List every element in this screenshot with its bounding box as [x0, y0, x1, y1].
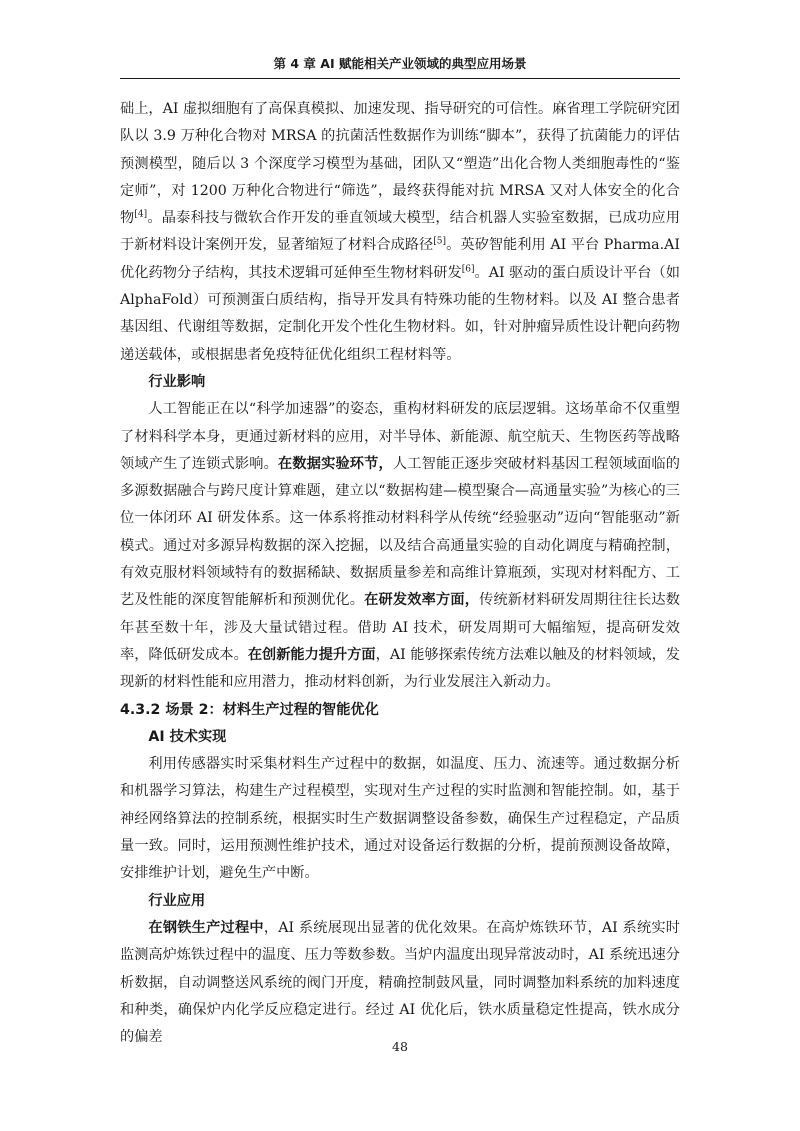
bold-data-experiment: 在数据实验环节， [278, 455, 393, 472]
citation-4: [4] [134, 209, 148, 220]
running-header: 第 4 章 AI 赋能相关产业领域的典型应用场景 [120, 54, 680, 79]
paragraph-ai-virtual-cell: 础上，AI 虚拟细胞有了高保真模拟、加速发现、指导研究的可信性。麻省理工学院研究团队以 3.9 万种化合物对 MRSA 的抗菌活性数据作为训练“脚本”，获得了抗菌能力的评估预测模型，随后以 3 个深度学习模型为基础，团队又“塑造”出化合物人类细胞毒性的“鉴定师”，对 1200 万种化合物进行“筛选”，最终获得能对抗 MRSA 又对人体安全的化合物[4]。晶泰科技与微软合作开发的垂直领域大模型，结合机器人实验室数据，已成功应用于新材料设计案例开发，显著缩短了材料合成路径[5]。英矽智能利用 AI 平台 Pharma.AI 优化药物分子结构，其技术逻辑可延伸至生物材料研发[6]。AI 驱动的蛋白质设计平台（如 AlphaFold）可预测蛋白质结构，指导开发具有特殊功能的生物材料。以及 AI 整合患者基因组、代谢组等数据，定制化开发个性化生物材料。如，针对肿瘤异质性设计靶向药物递送载体，或根据患者免疫特征优化组织工程材料等。 [120, 101, 680, 363]
heading-ai-tech: AI 技术实现 [148, 728, 227, 745]
bold-rd-efficiency: 在研发效率方面， [364, 592, 480, 609]
paragraph-steel-production: 在钢铁生产过程中，AI 系统展现出显著的优化效果。在高炉炼铁环节，AI 系统实时监测高炉炼铁过程中的温度、压力等数参数。当炉内温度出现异常波动时，AI 系统迅速分析数据，自动调整送风系统的阀门开度，精确控制鼓风量，同时调整加料系统的加料速度和种类，确保炉内化学反应稳定进行。经过 AI 优化后，铁水质量稳定性提高，铁水成分的偏差 [120, 919, 680, 1046]
heading-industry-application: 行业应用 [148, 892, 206, 909]
page-body [120, 96, 680, 1051]
citation-6: [6] [461, 264, 475, 275]
heading-industry-impact: 行业影响 [148, 373, 206, 390]
citation-5: [5] [433, 236, 447, 247]
paragraph-industry-impact: 人工智能正在以“科学加速器”的姿态，重构材料研发的底层逻辑。这场革命不仅重塑了材料科学本身，更通过新材料的应用，对半导体、新能源、航空航天、生物医药等战略领域产生了连锁式影响。在数据实验环节，人工智能正逐步突破材料基因工程领域面临的多源数据融合与跨尺度计算难题，建立以“数据构建—模型聚合—高通量实验”为核心的三位一体闭环 AI 研发体系。这一体系将推动材料科学从传统“经验驱动”迈向“智能驱动”新模式。通过对多源异构数据的深入挖掘，以及结合高通量实验的自动化调度与精确控制，有效克服材料领域特有的数据稀缺、数据质量参差和高维计算瓶颈，实现对材料配方、工艺及性能的深度智能解析和预测优化。在研发效率方面，传统新材料研发周期往往长达数年甚至数十年，涉及大量试错过程。借助 AI 技术，研发周期可大幅缩短，提高研发效率，降低研发成本。在创新能力提升方面，AI 能够探索传统方法难以触及的材料领域，发现新的材料性能和应用潜力，推动材料创新，为行业发展注入新动力。 [120, 401, 680, 691]
paragraph-ai-tech: 利用传感器实时采集材料生产过程中的数据，如温度、压力、流速等。通过数据分析和机器学习算法，构建生产过程模型，实现对生产过程的实时监测和智能控制。如，基于神经网络算法的控制系统，根据实时生产数据调整设备参数，确保生产过程稳定，产品质量一致。同时，运用预测性维护技术，通过对设备运行数据的分析，提前预测设备故障，安排维护计划，避免生产中断。 [120, 756, 680, 882]
section-heading-4-3-2: 4.3.2 场景 2：材料生产过程的智能优化 [120, 701, 379, 718]
bold-innovation-capability: 在创新能力提升方面 [247, 646, 376, 663]
page-number: 48 [392, 1039, 408, 1054]
bold-steel-production: 在钢铁生产过程中 [148, 919, 264, 936]
